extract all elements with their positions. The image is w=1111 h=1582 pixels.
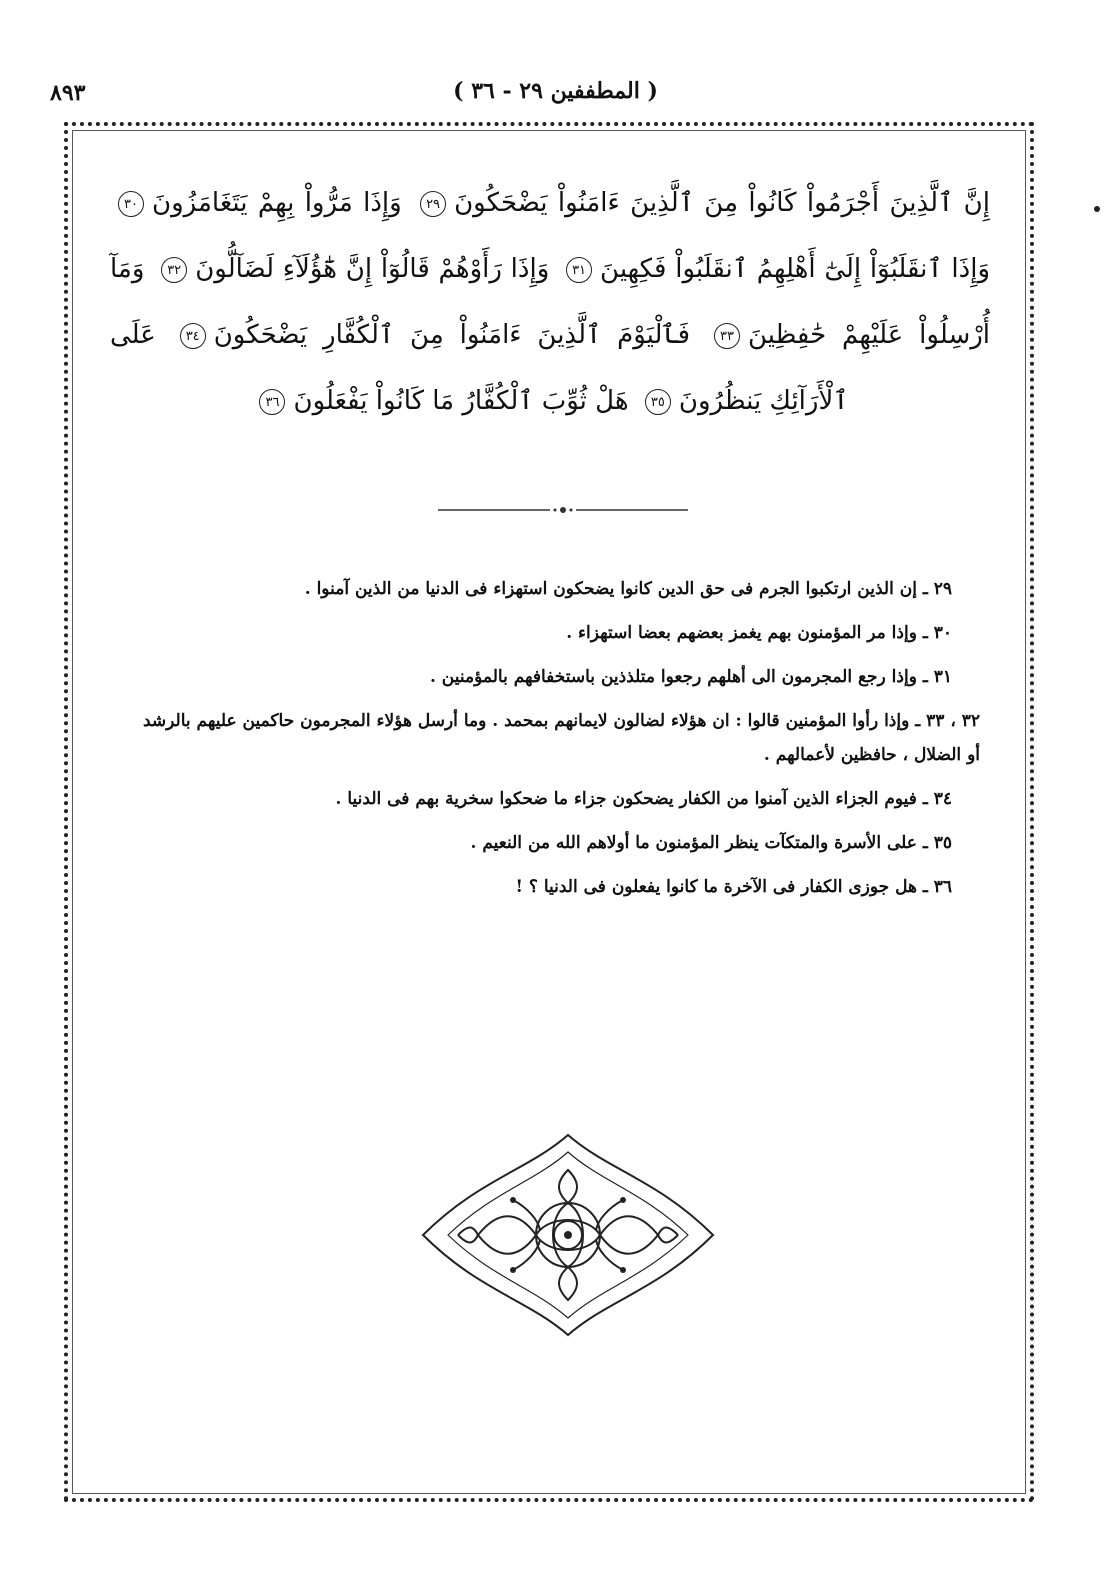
page-number: ٨٩٣ [50,80,86,106]
margin-dot [1094,206,1100,212]
ayah-number-marker: ٣٠ [118,191,144,217]
verse-text: وَمَآ أُرْسِلُواْ عَلَيْهِمْ حَٰفِظِينَ [110,254,991,350]
commentary-item: ٣٦ ـ هل جوزى الكفار فى الآخرة ما كانوا يفعلون فى الدنيا ؟ ! [515,877,952,897]
verse [558,254,990,284]
commentary-item: ٣٥ ـ على الأسرة والمتكآت ينظر المؤمنون ما أولاهم الله من النعيم . [470,833,952,853]
ayah-number-marker: ٣٥ [645,389,671,415]
verse-text: وَإِذَا ٱنقَلَبُوٓاْ إِلَىٰٓ أَهْلِهِمُ ٱنقَلَبُواْ فَكِهِينَ [600,254,991,284]
commentary-item: ٢٩ ـ إن الذين ارتكبوا الجرم فى حق الدين كانوا يضحكون استهزاء فى الدنيا من الذين آمنوا . [304,579,952,599]
ayah-number-marker: ٣٦ [259,389,285,415]
verse-text: فَٱلْيَوْمَ ٱلَّذِينَ ءَامَنُواْ مِنَ ٱلْكُفَّارِ يَضْحَكُونَ [213,320,691,350]
commentary-item: ٣١ ـ وإذا رجع المجرمون الى أهلهم رجعوا متلذذين باستخفافهم بالمؤمنين . [429,667,952,687]
ayah-number-marker: ٣٤ [180,323,206,349]
verse-block [110,170,990,434]
running-header: ( المطففين ٢٩ - ٣٦ ) [453,78,658,104]
floral-medallion-ornament-icon [418,1130,718,1340]
commentary-item: ٣٠ ـ وإذا مر المؤمنون بهم يغمز بعضهم بعضا استهزاء . [566,623,952,643]
verse [172,320,690,350]
verse [153,254,549,284]
commentary-block [130,572,980,914]
verse-text: وَإِذَا رَأَوْهُمْ قَالُوٓاْ إِنَّ هَٰٓؤُلَآءِ لَضَآلُّونَ [195,254,550,284]
verse [251,386,628,416]
ayah-number-marker: ٣٣ [714,323,740,349]
verse-text: هَلْ ثُوِّبَ ٱلْكُفَّارُ مَا كَانُواْ يَفْعَلُونَ [293,386,629,416]
separator-flourish-icon [438,506,688,514]
commentary-item: ٣٤ ـ فيوم الجزاء الذين آمنوا من الكفار يضحكون جزاء ما ضحكوا سخرية بهم فى الدنيا . [335,789,952,809]
verse [110,188,402,218]
commentary-item: ٣٢ ، ٣٣ ـ وإذا رأوا المؤمنين قالوا : ان هؤلاء لضالون لايمانهم بمحمد . وما أرسل هؤلاء المجرمون حاكمين عليهم بالرشد أو الضلال ، حافظين لأعمالهم . [143,711,980,765]
verse-text: عَلَى ٱلْأَرَآئِكِ يَنظُرُونَ [110,320,849,416]
ayah-number-marker: ٢٩ [420,191,446,217]
verse-text: إِنَّ ٱلَّذِينَ أَجْرَمُواْ كَانُواْ مِنَ ٱلَّذِينَ ءَامَنُواْ يَضْحَكُونَ [454,188,991,218]
verse-text: وَإِذَا مَرُّواْ بِهِمْ يَتَغَامَزُونَ [152,188,402,218]
ayah-number-marker: ٣٢ [161,257,187,283]
verse [412,188,990,218]
ayah-number-marker: ٣١ [566,257,592,283]
